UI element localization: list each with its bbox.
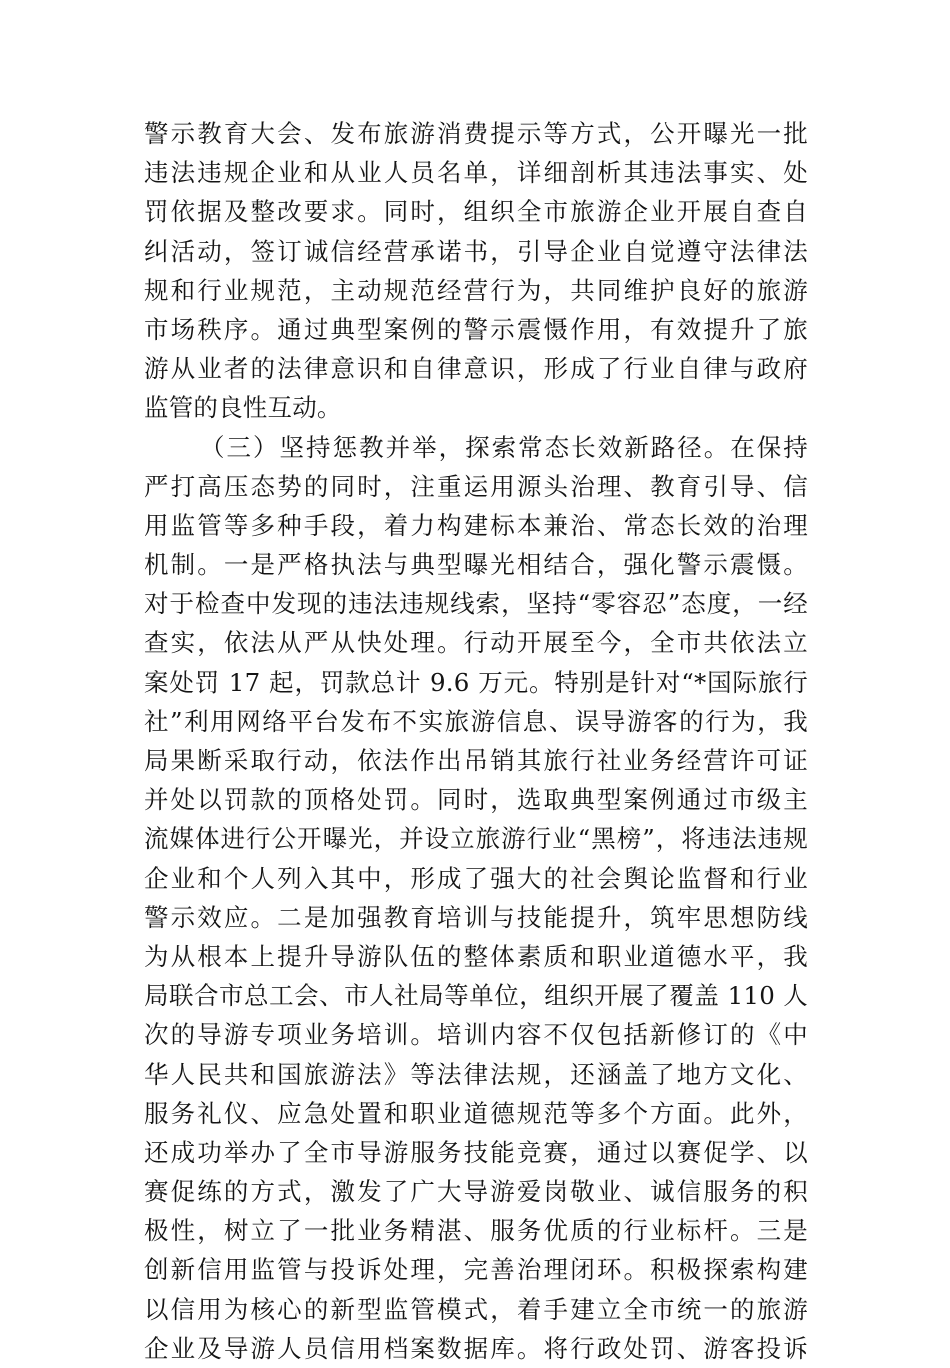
text-line: 流媒体进行公开曝光，并设立旅游行业“黑榜”，将违法违规 [144, 824, 808, 854]
text-line: 华人民共和国旅游法》等法律法规，还涵盖了地方文化、 [144, 1059, 808, 1089]
text-line: 案处罚 17 起，罚款总计 9.6 万元。特别是针对“*国际旅行 [144, 667, 808, 697]
text-line: 次的导游专项业务培训。培训内容不仅包括新修订的《中 [144, 1020, 808, 1050]
text-line: 企业及导游人员信用档案数据库。将行政处罚、游客投诉 [144, 1333, 808, 1363]
section-heading-line: （三）坚持惩教并举，探索常态长效新路径。在保持 [200, 432, 808, 462]
text-line: 对于检查中发现的违法违规线索，坚持“零容忍”态度，一经 [144, 589, 808, 619]
text-line: 纠活动，签订诚信经营承诺书，引导企业自觉遵守法律法 [144, 236, 808, 266]
text-line: 游从业者的法律意识和自律意识，形成了行业自律与政府 [144, 354, 808, 384]
text-line: 监管的良性互动。 [144, 393, 342, 423]
text-line: 查实，依法从严从快处理。行动开展至今，全市共依法立 [144, 628, 808, 658]
text-line: 罚依据及整改要求。同时，组织全市旅游企业开展自查自 [144, 197, 808, 227]
text-line: 用监管等多种手段，着力构建标本兼治、常态长效的治理 [144, 510, 808, 540]
text-line: 赛促练的方式，激发了广大导游爱岗敬业、诚信服务的积 [144, 1177, 808, 1207]
text-line: 并处以罚款的顶格处罚。同时，选取典型案例通过市级主 [144, 785, 808, 815]
text-line: 警示效应。二是加强教育培训与技能提升，筑牢思想防线 [144, 902, 808, 932]
text-line: 创新信用监管与投诉处理，完善治理闭环。积极探索构建 [144, 1255, 808, 1285]
text-line: 社”利用网络平台发布不实旅游信息、误导游客的行为，我 [144, 706, 808, 736]
body-text [144, 114, 808, 1368]
text-line: 还成功举办了全市导游服务技能竞赛，通过以赛促学、以 [144, 1137, 808, 1167]
text-line: 局果断采取行动，依法作出吊销其旅行社业务经营许可证 [144, 746, 808, 775]
text-line: 服务礼仪、应急处置和职业道德规范等多个方面。此外， [144, 1098, 808, 1128]
text-line: 违法违规企业和从业人员名单，详细剖析其违法事实、处 [144, 158, 808, 188]
text-line: 机制。一是严格执法与典型曝光相结合，强化警示震慑。 [144, 550, 808, 580]
text-line: 严打高压态势的同时，注重运用源头治理、教育引导、信 [144, 471, 808, 501]
text-line: 警示教育大会、发布旅游消费提示等方式，公开曝光一批 [144, 119, 808, 148]
text-line: 企业和个人列入其中，形成了强大的社会舆论监督和行业 [144, 863, 808, 893]
text-line: 为从根本上提升导游队伍的整体素质和职业道德水平，我 [144, 941, 808, 971]
text-line: 以信用为核心的新型监管模式，着手建立全市统一的旅游 [144, 1294, 808, 1324]
text-line: 极性，树立了一批业务精湛、服务优质的行业标杆。三是 [144, 1216, 808, 1246]
text-line: 局联合市总工会、市人社局等单位，组织开展了覆盖 110 人 [144, 981, 808, 1011]
text-line: 规和行业规范，主动规范经营行为，共同维护良好的旅游 [144, 275, 808, 305]
text-line: 市场秩序。通过典型案例的警示震慑作用，有效提升了旅 [144, 314, 808, 344]
